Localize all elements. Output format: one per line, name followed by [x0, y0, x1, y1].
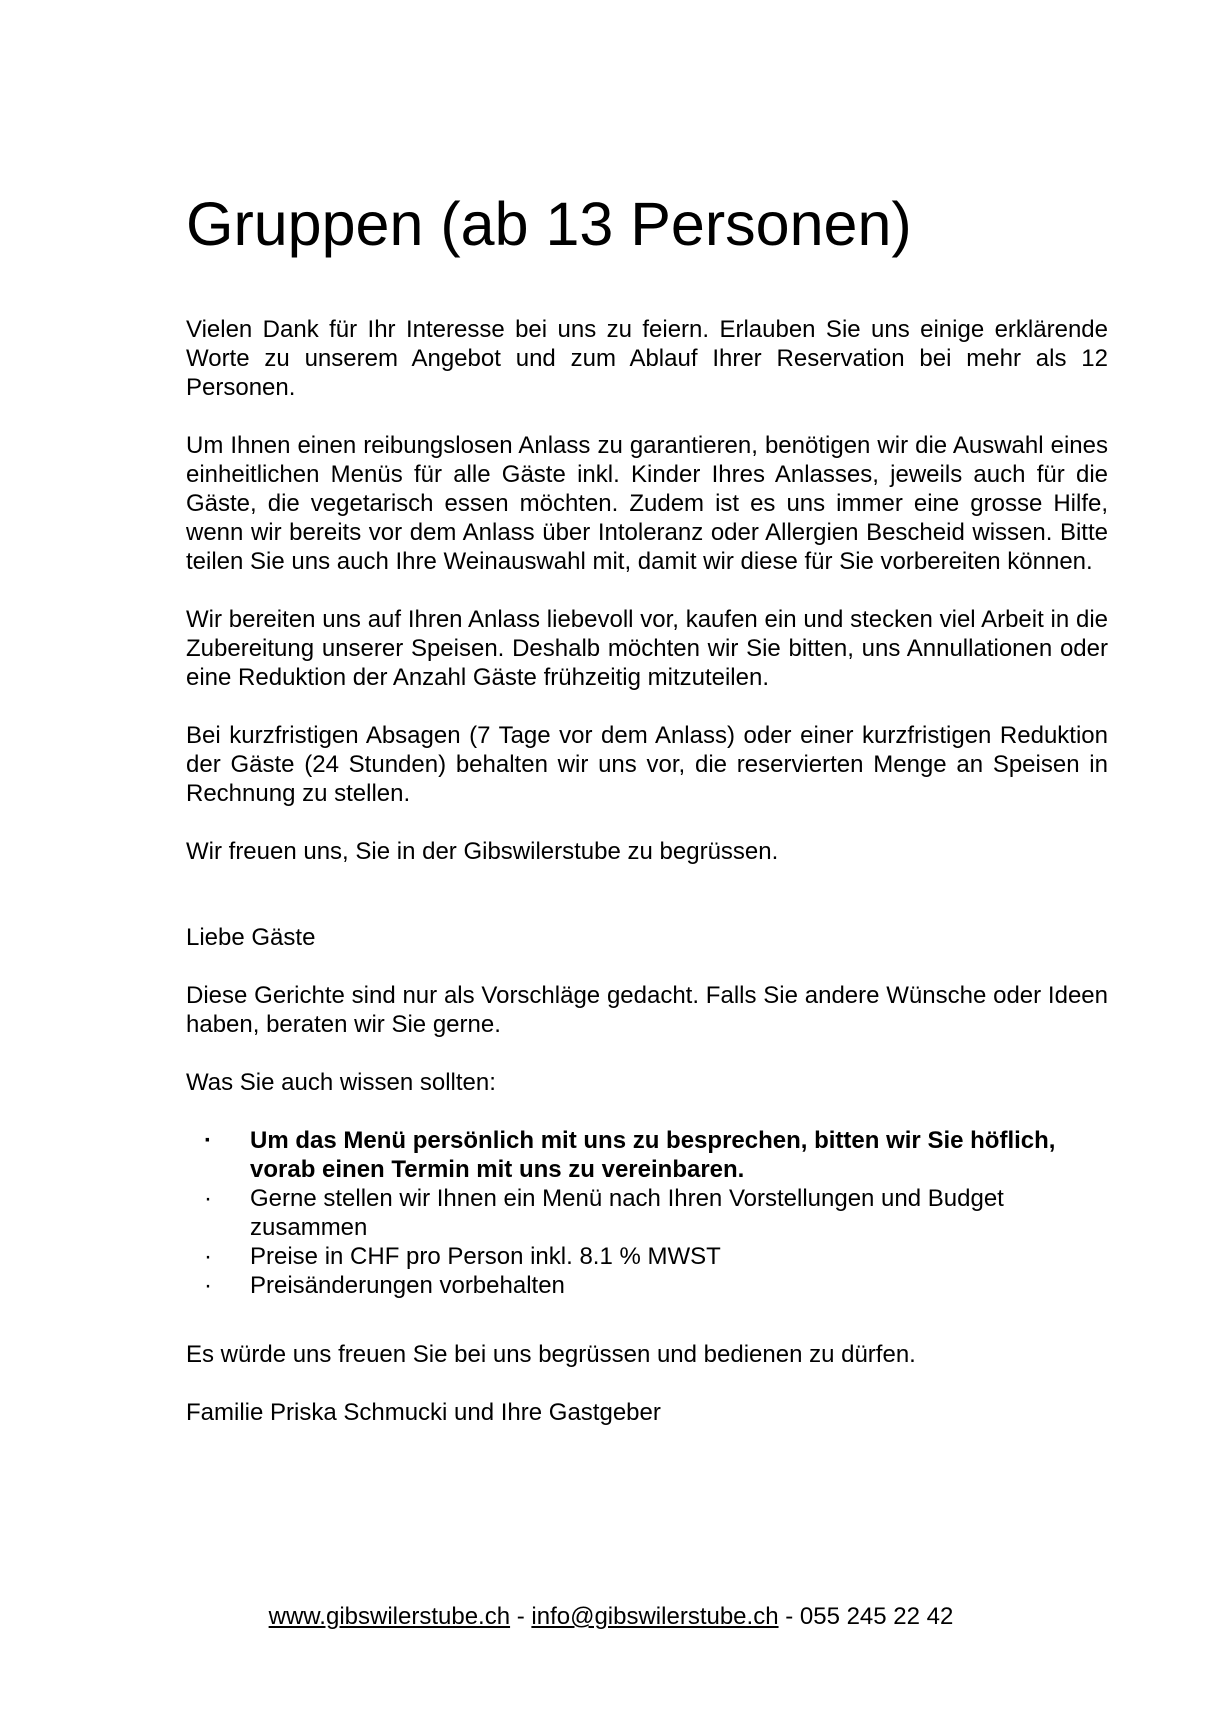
bullet-item-text: Gerne stellen wir Ihnen ein Menü nach Ihren Vorstellungen und Budget zusammen	[250, 1185, 1004, 1241]
paragraph-suggestions: Diese Gerichte sind nur als Vorschläge gedacht. Falls Sie andere Wünsche oder Ideen haben, beraten wir Sie gerne.	[186, 982, 1108, 1038]
bullet-list	[186, 1126, 1108, 1300]
bullet-item	[186, 1126, 1108, 1184]
bullet-item-text: Preisänderungen vorbehalten	[250, 1272, 565, 1299]
greeting-text: Liebe Gäste	[186, 924, 316, 951]
footer-separator: -	[778, 1603, 800, 1630]
website-link[interactable]: www.gibswilerstube.ch	[268, 1603, 511, 1630]
bullet-item	[186, 1184, 1108, 1242]
footer-separator: -	[510, 1603, 532, 1630]
bullet-marker: ·	[204, 1272, 212, 1299]
bullet-item-text: Preise in CHF pro Person inkl. 8.1 % MWST	[250, 1243, 721, 1270]
signature-line: Familie Priska Schmucki und Ihre Gastgeber	[186, 1399, 661, 1426]
paragraph-know-intro: Was Sie auch wissen sollten:	[186, 1069, 496, 1096]
bullet-item	[186, 1242, 1108, 1271]
bullet-marker: ·	[204, 1243, 212, 1270]
closing-line: Es würde uns freuen Sie bei uns begrüssen und bedienen zu dürfen.	[186, 1341, 916, 1368]
bullet-item	[186, 1271, 1108, 1300]
paragraph-intro: Vielen Dank für Ihr Interesse bei uns zu feiern. Erlauben Sie uns einige erklärende Worte zu unserem Angebot und zum Ablauf Ihrer Reservation bei mehr als 12 Personen.	[186, 316, 1108, 401]
paragraph-preparation: Wir bereiten uns auf Ihren Anlass liebevoll vor, kaufen ein und stecken viel Arbeit in die Zubereitung unserer Speisen. Deshalb möchten wir Sie bitten, uns Annullationen oder eine Reduktion der Anzahl Gäste frühzeitig mitzuteilen.	[186, 606, 1108, 691]
email-link[interactable]: info@gibswilerstube.ch	[531, 1603, 779, 1630]
bullet-marker: ·	[204, 1185, 212, 1212]
paragraph-menu-selection: Um Ihnen einen reibungslosen Anlass zu garantieren, benötigen wir die Auswahl eines einheitlichen Menüs für alle Gäste inkl. Kinder Ihres Anlasses, jeweils auch für die Gäste, die vegetarisch essen möchten. Zudem ist es uns immer eine grosse Hilfe, wenn wir bereits vor dem Anlass über Intoleranz oder Allergien Bescheid wissen. Bitte teilen Sie uns auch Ihre Weinauswahl mit, damit wir diese für Sie vorbereiten können.	[186, 432, 1108, 575]
page-title: Gruppen (ab 13 Personen)	[186, 190, 912, 258]
bullet-item-text: Um das Menü persönlich mit uns zu besprechen, bitten wir Sie höflich, vorab einen Termin mit uns zu vereinbaren.	[250, 1127, 1056, 1183]
paragraph-welcome: Wir freuen uns, Sie in der Gibswilerstube zu begrüssen.	[186, 838, 779, 865]
phone-number: 055 245 22 42	[799, 1603, 954, 1630]
bullet-marker: ·	[204, 1127, 212, 1154]
paragraph-cancellation: Bei kurzfristigen Absagen (7 Tage vor dem Anlass) oder einer kurzfristigen Reduktion der Gäste (24 Stunden) behalten wir uns vor, die reservierten Menge an Speisen in Rechnung zu stellen.	[186, 722, 1108, 807]
page-footer	[0, 1602, 1222, 1631]
document-content	[186, 192, 1108, 1427]
